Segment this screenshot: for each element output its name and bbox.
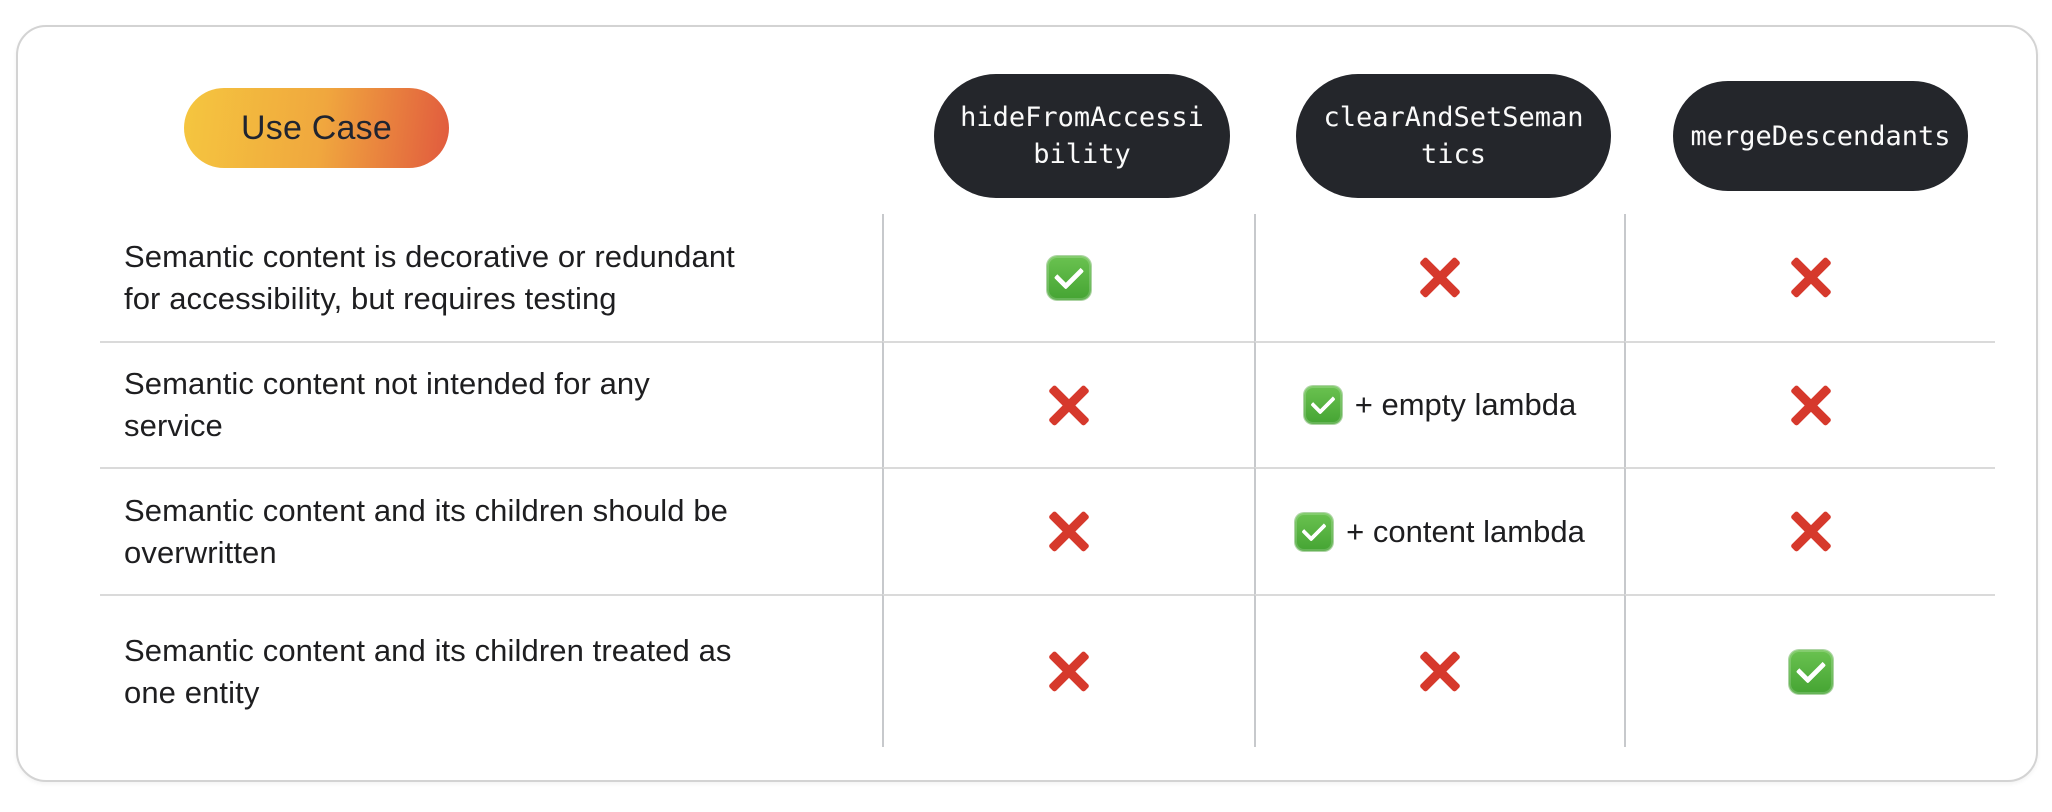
table-cell (1254, 594, 1624, 747)
check-icon (1047, 256, 1091, 300)
cross-icon (1791, 258, 1831, 298)
use-case-cell (100, 341, 882, 467)
cell-annotation: + empty lambda (1354, 387, 1577, 422)
column-pill-label-line: mergeDescendants (1690, 120, 1951, 152)
use-case-text: service (124, 408, 223, 443)
use-case-text: overwritten (124, 534, 277, 570)
column-pill-label-line: clearAndSetSeman (1323, 102, 1584, 133)
cross-icon (1049, 652, 1089, 692)
column-pill-hideFromAccessibility (934, 74, 1230, 198)
use-case-header-pill (184, 88, 449, 168)
table-cell (1624, 341, 1995, 467)
table-cell (1254, 467, 1624, 594)
cell-annotation: + content lambda (1346, 513, 1585, 549)
use-case-header-label: Use Case (241, 108, 392, 147)
use-case-cell (100, 214, 882, 341)
table-cell (882, 594, 1254, 747)
table-cell (1254, 341, 1624, 467)
use-case-text: Semantic content is decorative or redundant (124, 238, 735, 274)
cross-icon (1420, 652, 1460, 692)
table-cell (882, 341, 1254, 467)
use-case-text: Semantic content and its children treated as (124, 632, 732, 668)
use-case-text: for accessibility, but requires testing (124, 280, 617, 316)
check-icon (1295, 513, 1333, 551)
cross-icon (1049, 512, 1089, 552)
cross-icon (1049, 385, 1089, 425)
column-pill-mergeDescendants (1673, 81, 1968, 191)
column-pill-label-line: bility (1033, 139, 1131, 170)
table-cell (1254, 214, 1624, 341)
column-pill-clearAndSetSemantics (1296, 74, 1611, 198)
table-cell (1624, 214, 1995, 341)
column-pill-label-line: tics (1420, 139, 1487, 170)
comparison-table (100, 214, 1995, 747)
table-cell (1624, 594, 1995, 747)
column-pill-label-line: hideFromAccessi (960, 102, 1204, 133)
cross-icon (1791, 385, 1831, 425)
check-icon (1304, 386, 1342, 424)
use-case-text: Semantic content not intended for any (124, 366, 650, 401)
table-cell (882, 214, 1254, 341)
check-icon (1789, 650, 1833, 694)
use-case-text: Semantic content and its children should be (124, 492, 729, 528)
use-case-cell (100, 467, 882, 594)
cross-icon (1420, 258, 1460, 298)
use-case-cell (100, 594, 882, 747)
use-case-text: one entity (124, 674, 260, 710)
table-cell (882, 467, 1254, 594)
comparison-table-card (16, 25, 2038, 782)
table-cell (1624, 467, 1995, 594)
cross-icon (1791, 512, 1831, 552)
